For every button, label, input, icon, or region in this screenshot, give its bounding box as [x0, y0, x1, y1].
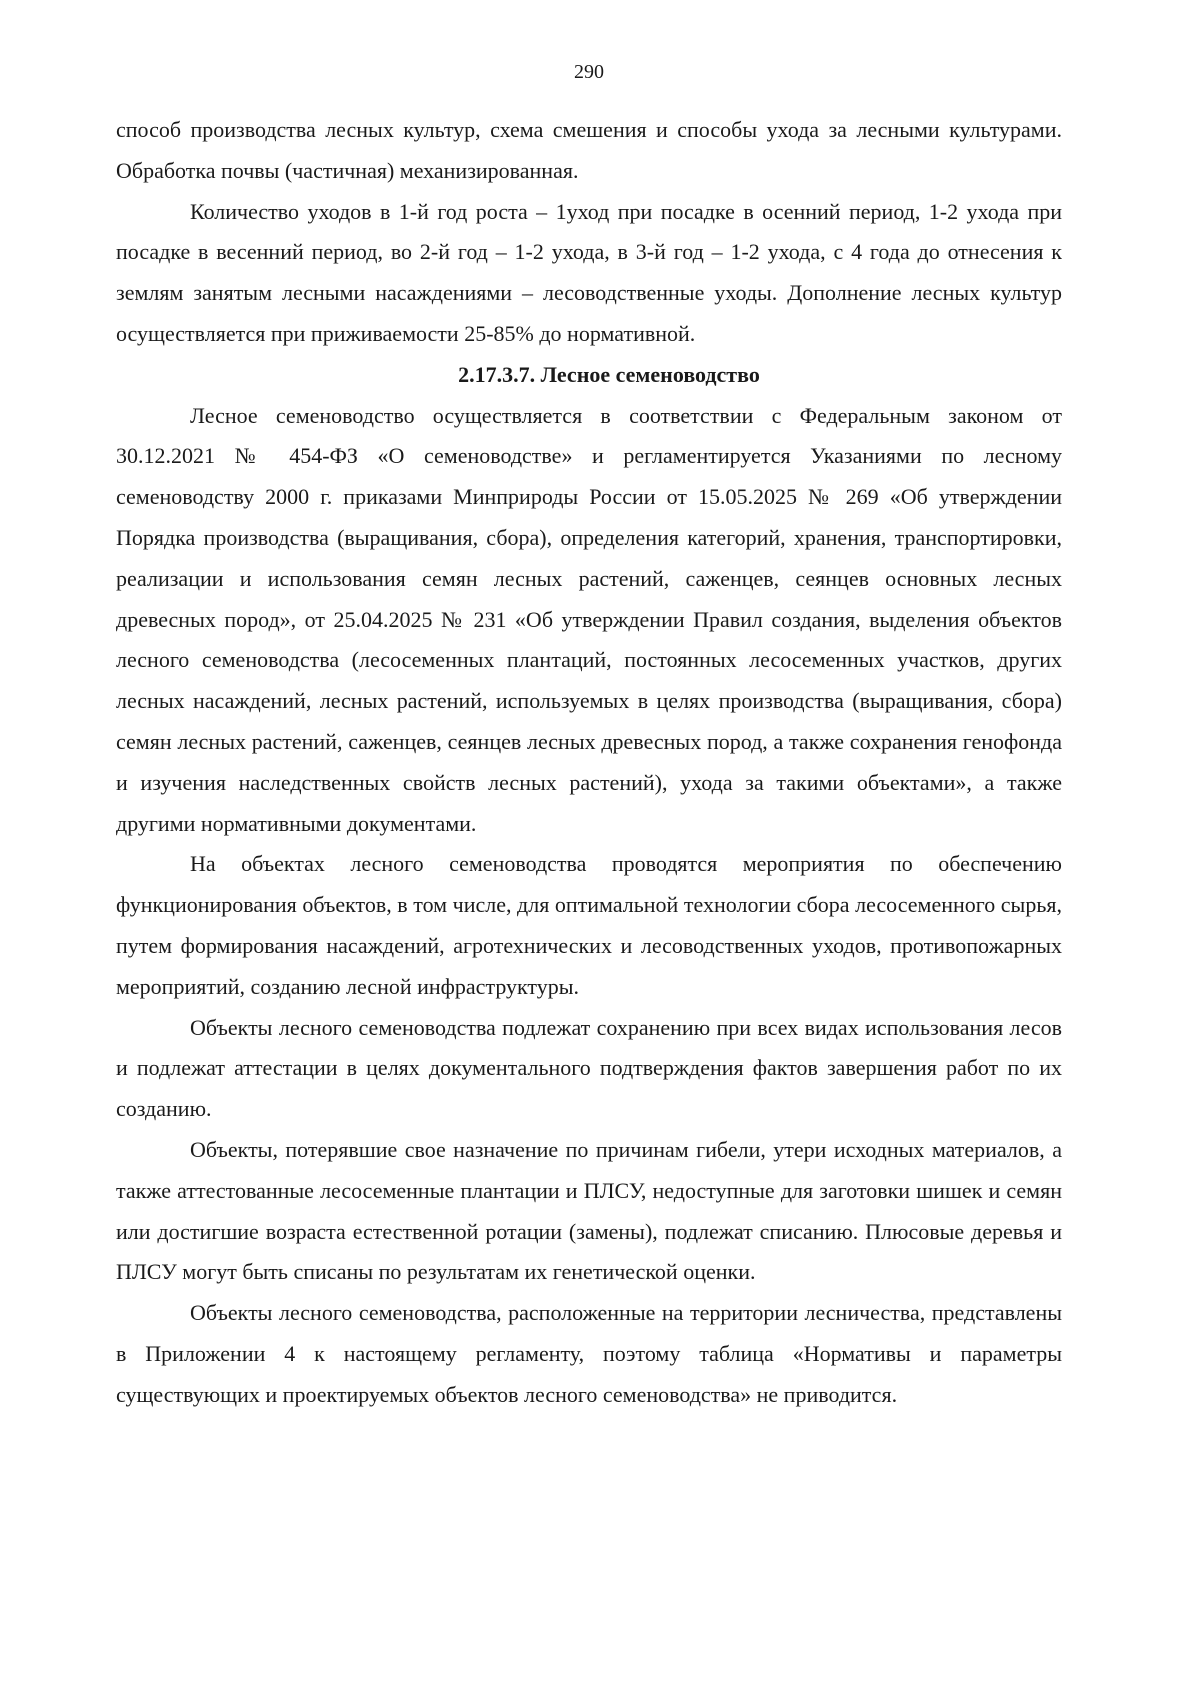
section-heading: 2.17.3.7. Лесное семеноводство	[458, 361, 760, 387]
paragraph-legal-basis: Лесное семеноводство осуществляется в соответствии с Федеральным законом от 30.12.2021 № 454-ФЗ «О семеноводстве» и регламентируется Указаниями по лесному семеноводству 2000 г. приказами Минприроды России от 15.05.2025 № 269 «Об утверждении Порядка производства (выращивания, сбора), определения категорий, хранения, транспортировки, реализации и использования семян лесных растений, саженцев, сеянцев основных лесных древесных пород», от 25.04.2025 № 231 «Об утверждении Правил создания, выделения объектов лесного семеноводства (лесосеменных плантаций, постоянных лесосеменных участков, других лесных насаждений, лесных растений, используемых в целях производства (выращивания, сбора) семян лесных растений, саженцев, сеянцев лесных древесных пород, а также сохранения генофонда и изучения наследственных свойств лесных растений), ухода за такими объектами», а также другими нормативными документами.	[116, 402, 1062, 836]
paragraph-measures: На объектах лесного семеноводства проводятся мероприятия по обеспечению функционирования объектов, в том числе, для оптимальной технологии сбора лесосеменного сырья, путем формирования насаждений, агротехнических и лесоводственных уходов, противопожарных мероприятий, созданию лесной инфраструктуры.	[116, 851, 1062, 999]
paragraph-write-off: Объекты, потерявшие свое назначение по причинам гибели, утери исходных материалов, а также аттестованные лесосеменные плантации и ПЛСУ, недоступные для заготовки шишек и семян или достигшие возраста естественной ротации (замены), подлежат списанию. Плюсовые деревья и ПЛСУ могут быть списаны по результатам их генетической оценки.	[116, 1136, 1062, 1285]
paragraph-appendix-reference: Объекты лесного семеноводства, расположенные на территории лесничества, представлены в Приложении 4 к настоящему регламенту, поэтому таблица «Нормативы и параметры существующих и проектируемых объектов лесного семеноводства» не приводится.	[116, 1300, 1062, 1407]
page-number: 290	[574, 61, 604, 83]
paragraph-care-count: Количество уходов в 1-й год роста – 1уход при посадке в осенний период, 1-2 ухода при посадке в весенний период, во 2-й год – 1-2 ухода, в 3-й год – 1-2 ухода, с 4 года до отнесения к землям занятым лесными насаждениями – лесоводственные уходы. Дополнение лесных культур осуществляется при приживаемости 25-85% до нормативной.	[116, 198, 1062, 346]
paragraph-preservation: Объекты лесного семеноводства подлежат сохранению при всех видах использования лесов и подлежат аттестации в целях документального подтверждения фактов завершения работ по их созданию.	[116, 1014, 1062, 1122]
paragraph-continuation: способ производства лесных культур, схема смешения и способы ухода за лесными культурами. Обработка почвы (частичная) механизированная.	[116, 117, 1062, 183]
document-body	[116, 110, 1062, 1416]
